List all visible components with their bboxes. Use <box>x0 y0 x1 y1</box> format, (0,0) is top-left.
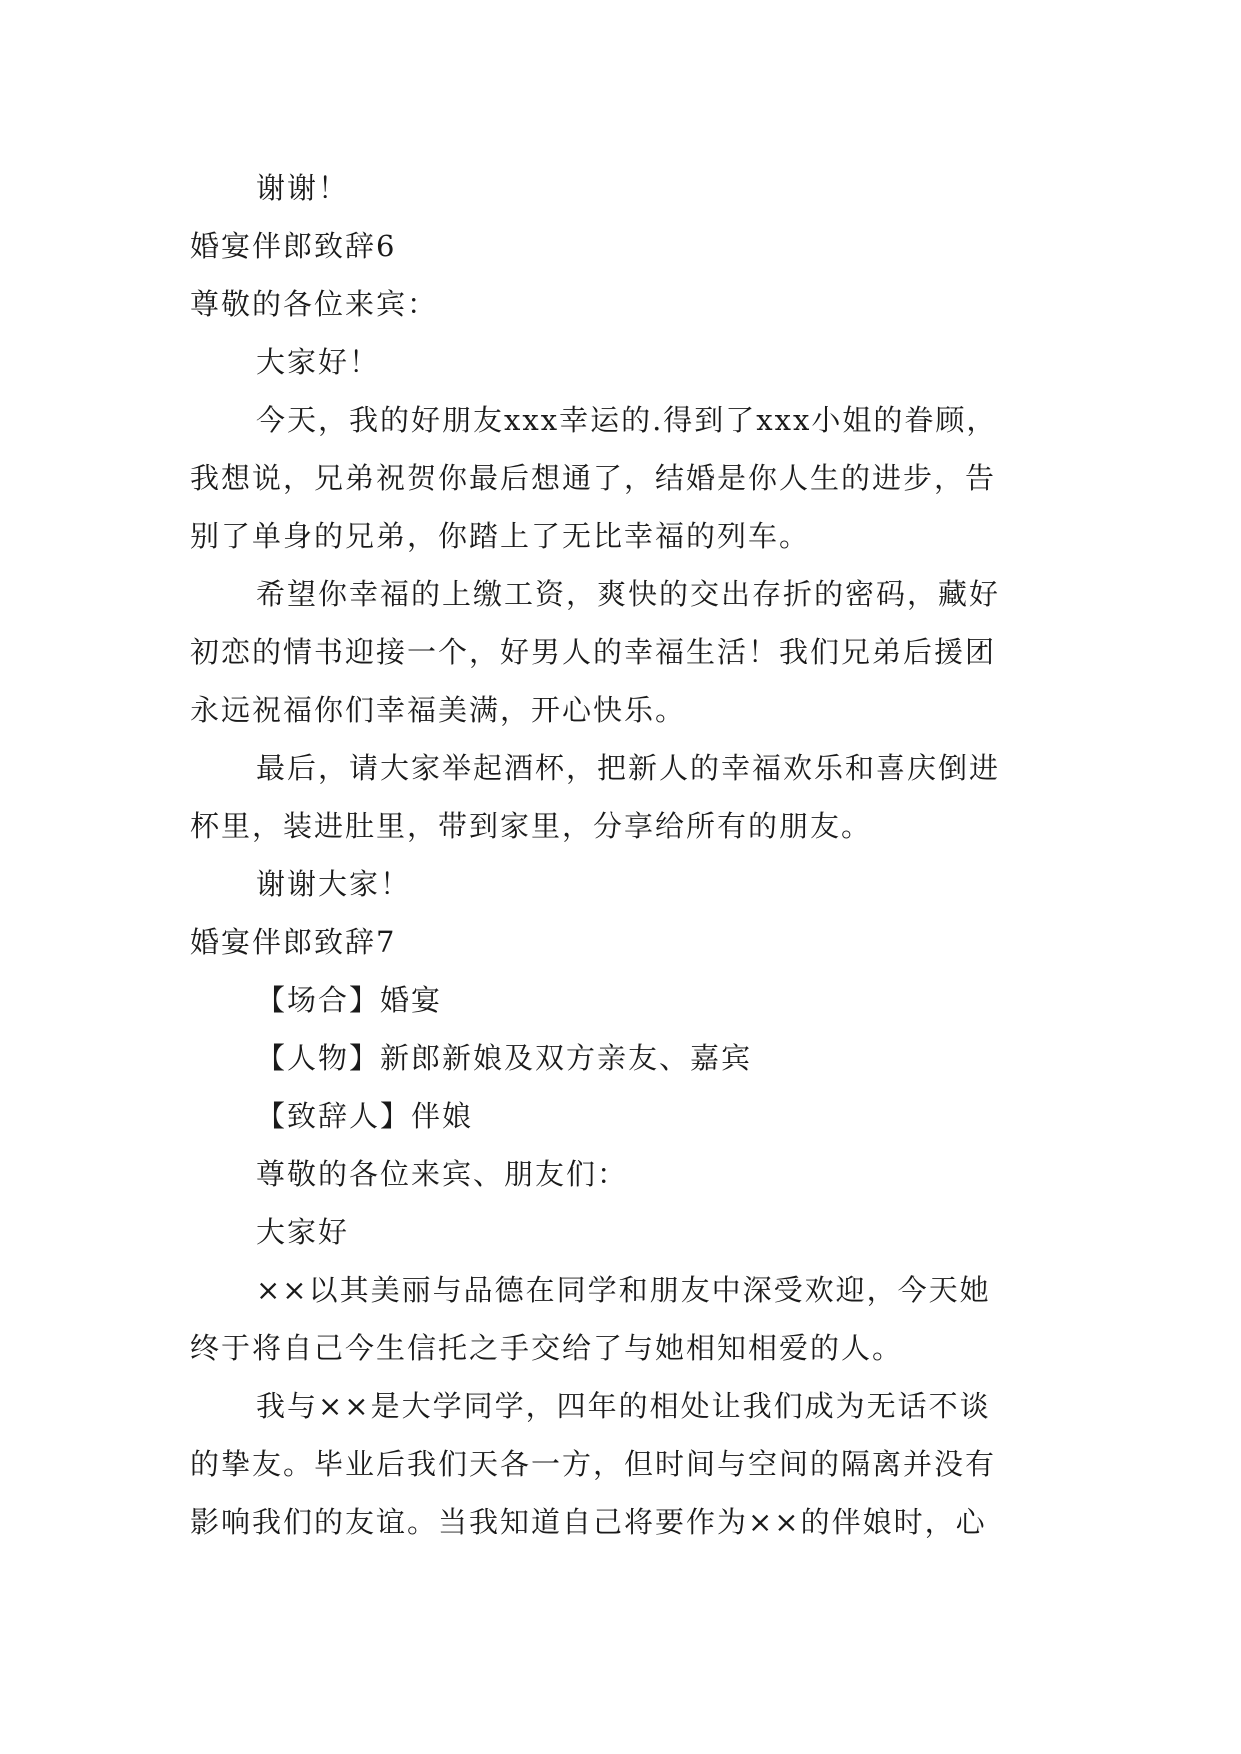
paragraph-line: 别了单身的兄弟，你踏上了无比幸福的列车。 <box>190 519 811 553</box>
paragraph-line: 影响我们的友谊。当我知道自己将要作为××的伴娘时，心 <box>190 1505 987 1539</box>
paragraph-line: ××以其美丽与品德在同学和朋友中深受欢迎，今天她 <box>256 1273 991 1307</box>
attendees-line: 【人物】新郎新娘及双方亲友、嘉宾 <box>256 1041 753 1075</box>
section-heading-7: 婚宴伴郎致辞7 <box>190 925 397 959</box>
section-heading-6: 婚宴伴郎致辞6 <box>190 229 397 263</box>
paragraph-line: 的挚友。毕业后我们天各一方，但时间与空间的隔离并没有 <box>190 1447 997 1481</box>
salutation: 尊敬的各位来宾： <box>190 287 439 321</box>
paragraph-line: 希望你幸福的上缴工资，爽快的交出存折的密码，藏好 <box>256 577 1001 611</box>
paragraph-line: 杯里，装进肚里，带到家里，分享给所有的朋友。 <box>190 809 873 843</box>
paragraph-line: 终于将自己今生信托之手交给了与她相知相爱的人。 <box>190 1331 904 1365</box>
paragraph-line: 初恋的情书迎接一个，好男人的幸福生活！我们兄弟后援团 <box>190 635 997 669</box>
occasion-line: 【场合】婚宴 <box>256 983 443 1017</box>
greeting: 大家好 <box>256 1215 350 1249</box>
speaker-line: 【致辞人】伴娘 <box>256 1099 474 1133</box>
paragraph-line: 今天，我的好朋友xxx幸运的.得到了xxx小姐的眷顾， <box>256 403 998 437</box>
closing-thanks: 谢谢大家！ <box>256 867 412 901</box>
paragraph-line: 永远祝福你们幸福美满，开心快乐。 <box>190 693 687 727</box>
greeting: 大家好！ <box>256 345 381 379</box>
paragraph-line: 最后，请大家举起酒杯，把新人的幸福欢乐和喜庆倒进 <box>256 751 1001 785</box>
paragraph-line: 我与××是大学同学，四年的相处让我们成为无话不谈 <box>256 1389 991 1423</box>
closing-thanks: 谢谢！ <box>256 171 350 205</box>
salutation: 尊敬的各位来宾、朋友们： <box>256 1157 629 1191</box>
paragraph-line: 我想说，兄弟祝贺你最后想通了，结婚是你人生的进步，告 <box>190 461 997 495</box>
